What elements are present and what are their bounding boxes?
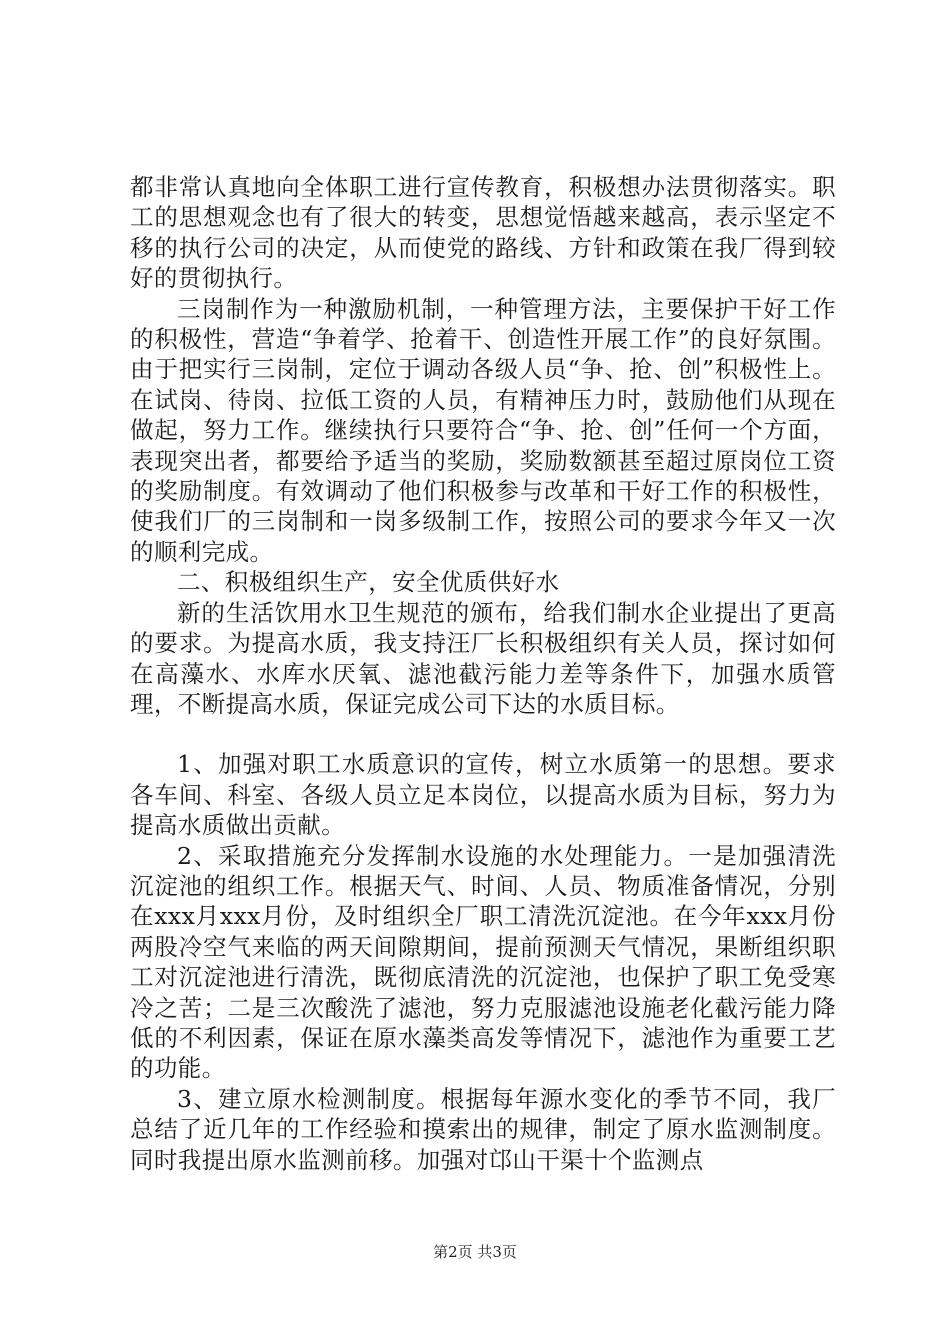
paragraph-2: 三岗制作为一种激励机制，一种管理方法，主要保护干好工作的积极性，营造“争着学、抢着干、创造性开展工作”的良好氛围。由于把实行三岗制，定位于调动各级人员“争、抢、创”积极性上。在试岗、待岗、拉低工资的人员，有精神压力时，鼓励他们从现在做起，努力工作。继续执行只要符合“争、抢、创”任何一个方面，表现突出者，都要给予适当的奖励，奖励数额甚至超过原岗位工资的奖励制度。有效调动了他们积极参与改革和干好工作的积极性，使我们厂的三岗制和一岗多级制工作，按照公司的要求今年又一次的顺利完成。 [130, 294, 836, 566]
list-item-3: 3、建立原水检测制度。根据每年源水变化的季节不同，我厂总结了近几年的工作经验和摸索出的规律，制定了原水监测制度。同时我提出原水监测前移。加强对邙山干渠十个监测点 [130, 1084, 836, 1174]
list-item-2: 2、采取措施充分发挥制水设施的水处理能力。一是加强清洗沉淀池的组织工作。根据天气、时间、人员、物质准备情况，分别在xxx月xxx月份，及时组织全厂职工清洗沉淀池。在今年xxx月份两股冷空气来临的两天间隙期间，提前预测天气情况，果断组织职工对沉淀池进行清洗，既彻底清洗的沉淀池，也保护了职工免受寒冷之苦；二是三次酸洗了滤池，努力克服滤池设施老化截污能力降低的不利因素，保证在原水藻类高发等情况下，滤池作为重要工艺的功能。 [130, 841, 836, 1083]
section-heading: 二、积极组织生产，安全优质供好水 [177, 568, 560, 597]
document-body [130, 172, 836, 1175]
paragraph-3: 新的生活饮用水卫生规范的颁布，给我们制水企业提出了更高的要求。为提高水质，我支持汪厂长积极组织有关人员，探讨如何在高藻水、水库水厌氧、滤池截污能力差等条件下，加强水质管理，不断提高水质，保证完成公司下达的水质目标。 [130, 598, 836, 718]
paragraph-1: 都非常认真地向全体职工进行宣传教育，积极想办法贯彻落实。职工的思想观念也有了很大的转变，思想觉悟越来越高，表示坚定不移的执行公司的决定，从而使党的路线、方针和政策在我厂得到较好的贯彻执行。 [130, 173, 836, 293]
page-number-footer: 第2页 共3页 [433, 1243, 517, 1261]
list-item-1: 1、加强对职工水质意识的宣传，树立水质第一的思想。要求各车间、科室、各级人员立足本岗位，以提高水质为目标，努力为提高水质做出贡献。 [130, 750, 836, 840]
